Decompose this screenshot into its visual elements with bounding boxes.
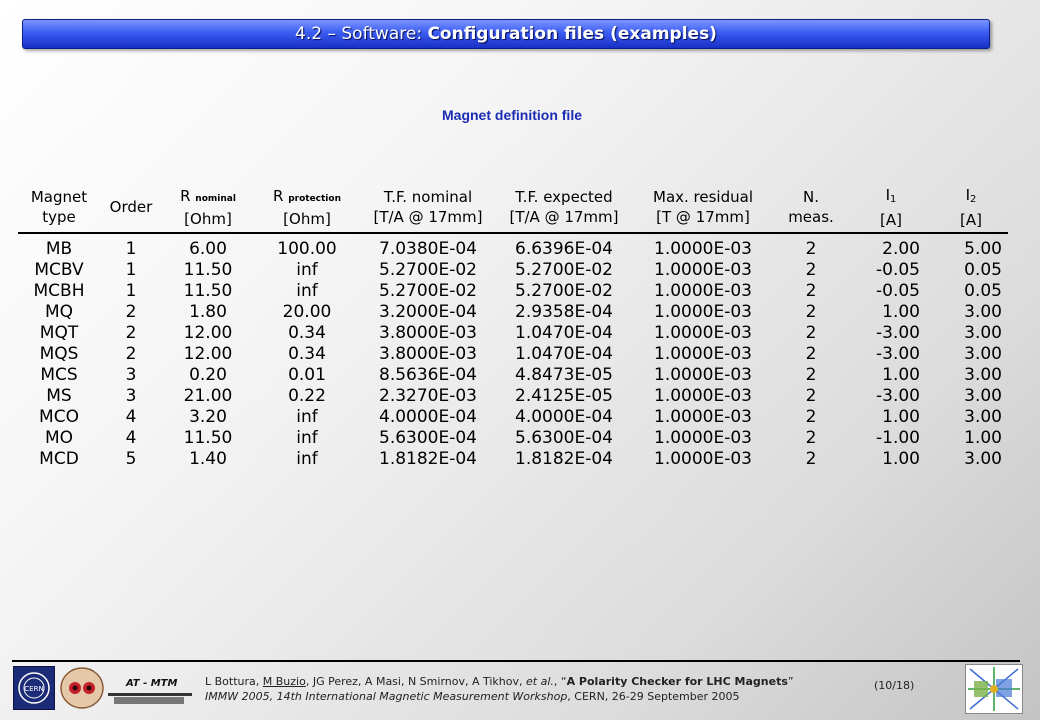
cell-r-protection: 20.00	[282, 302, 332, 322]
cell-tf-expected: 5.2700E-02	[515, 260, 613, 280]
cell-tf-expected: 2.9358E-04	[515, 302, 613, 322]
cell-i2: 0.05	[964, 281, 1002, 301]
cell-r-nominal: 1.80	[189, 302, 227, 322]
header-order: Order	[100, 182, 162, 233]
cell-type: MCBH	[33, 281, 85, 301]
cell-n-meas: 2	[805, 365, 817, 385]
cell-order: 1	[125, 239, 137, 259]
header-r-protection: R protection [Ohm]	[254, 182, 360, 233]
header-magnet-type: Magnet type	[18, 182, 100, 233]
cell-max-residual: 1.0000E-03	[654, 344, 752, 364]
cell-max-residual: 1.0000E-03	[654, 386, 752, 406]
cell-max-residual: 1.0000E-03	[654, 428, 752, 448]
cell-r-protection: inf	[296, 260, 318, 280]
cell-tf-expected: 5.6300E-04	[515, 428, 613, 448]
cell-i1: 2.00	[882, 239, 920, 259]
cell-r-protection: 0.22	[288, 386, 326, 406]
cell-n-meas: 2	[805, 239, 817, 259]
cell-i1: 1.00	[882, 365, 920, 385]
cell-tf-expected: 2.4125E-05	[515, 386, 613, 406]
section-subtitle: Magnet definition file	[442, 107, 582, 123]
cell-order: 4	[125, 407, 137, 427]
header-n-meas: N. meas.	[774, 182, 848, 233]
table-row	[18, 386, 1008, 407]
cell-n-meas: 2	[805, 260, 817, 280]
cell-i2: 1.00	[964, 428, 1002, 448]
cell-r-protection: 0.34	[288, 344, 326, 364]
slide-title-prefix: 4.2 – Software:	[295, 24, 428, 44]
cell-r-protection: inf	[296, 407, 318, 427]
cell-max-residual: 1.0000E-03	[654, 281, 752, 301]
slide-title-main: Configuration files (examples)	[427, 24, 717, 44]
header-tf-nominal: T.F. nominal [T/A @ 17mm]	[360, 182, 496, 233]
cell-tf-nominal: 5.2700E-02	[379, 260, 477, 280]
imm-workshop-logo	[965, 664, 1023, 714]
cell-i1: 1.00	[882, 449, 920, 469]
table-row	[18, 260, 1008, 281]
cell-r-nominal: 12.00	[183, 323, 233, 343]
cell-i1: -0.05	[876, 281, 920, 301]
cell-type: MCBV	[34, 260, 84, 280]
cell-n-meas: 2	[805, 449, 817, 469]
cell-n-meas: 2	[805, 428, 817, 448]
cell-tf-nominal: 5.6300E-04	[379, 428, 477, 448]
cell-max-residual: 1.0000E-03	[654, 365, 752, 385]
table-row	[18, 449, 1008, 470]
cell-r-nominal: 11.50	[183, 281, 233, 301]
table-row	[18, 428, 1008, 449]
cell-r-protection: inf	[296, 281, 318, 301]
cell-type: MS	[46, 386, 72, 406]
footer-citation	[205, 674, 794, 704]
cell-type: MQT	[39, 323, 79, 343]
table-header-row	[18, 182, 1008, 233]
cell-r-nominal: 6.00	[189, 239, 227, 259]
cell-tf-nominal: 3.8000E-03	[379, 344, 477, 364]
table-row	[18, 407, 1008, 428]
cell-i2: 3.00	[964, 302, 1002, 322]
cell-tf-nominal: 3.2000E-04	[379, 302, 477, 322]
slide-title	[22, 19, 990, 49]
cell-r-nominal: 3.20	[189, 407, 227, 427]
table-row	[18, 365, 1008, 386]
page-number: (10/18)	[874, 679, 915, 692]
table-row	[18, 344, 1008, 365]
cell-order: 1	[125, 281, 137, 301]
cell-tf-nominal: 7.0380E-04	[379, 239, 477, 259]
cell-order: 1	[125, 260, 137, 280]
cell-tf-expected: 6.6396E-04	[515, 239, 613, 259]
cell-tf-expected: 4.0000E-04	[515, 407, 613, 427]
table-row	[18, 281, 1008, 302]
cell-max-residual: 1.0000E-03	[654, 323, 752, 343]
cell-order: 2	[125, 344, 137, 364]
cell-r-protection: 0.01	[288, 365, 326, 385]
cell-order: 2	[125, 323, 137, 343]
cell-i1: -3.00	[876, 386, 920, 406]
cell-tf-nominal: 5.2700E-02	[379, 281, 477, 301]
cell-order: 3	[125, 365, 137, 385]
cell-i2: 3.00	[964, 407, 1002, 427]
cell-r-protection: inf	[296, 449, 318, 469]
cell-tf-expected: 1.0470E-04	[515, 323, 613, 343]
cell-order: 4	[125, 428, 137, 448]
footer-line-authors: L Bottura, M Buzio, JG Perez, A Masi, N Smirnov, A Tikhov, et al., “A Polarity Checker for LHC Magnets”	[205, 675, 794, 688]
cell-type: MQS	[39, 344, 79, 364]
cell-r-nominal: 11.50	[183, 260, 233, 280]
cell-i1: 1.00	[882, 407, 920, 427]
cell-n-meas: 2	[805, 386, 817, 406]
magnet-definition-table	[18, 182, 1008, 470]
cell-order: 3	[125, 386, 137, 406]
cell-type: MQ	[44, 302, 74, 322]
cell-order: 2	[125, 302, 137, 322]
cell-max-residual: 1.0000E-03	[654, 239, 752, 259]
cell-i1: -3.00	[876, 323, 920, 343]
cell-tf-nominal: 4.0000E-04	[379, 407, 477, 427]
cell-r-nominal: 0.20	[189, 365, 227, 385]
cell-tf-nominal: 8.5636E-04	[379, 365, 477, 385]
at-mtm-logo	[60, 666, 195, 710]
cell-tf-nominal: 2.3270E-03	[379, 386, 477, 406]
cell-i2: 3.00	[964, 365, 1002, 385]
cell-n-meas: 2	[805, 344, 817, 364]
cell-tf-expected: 4.8473E-05	[515, 365, 613, 385]
cell-r-protection: 0.34	[288, 323, 326, 343]
cell-type: MO	[44, 428, 74, 448]
cell-i2: 3.00	[964, 386, 1002, 406]
header-r-nominal: R nominal [Ohm]	[162, 182, 254, 233]
header-tf-expected: T.F. expected [T/A @ 17mm]	[496, 182, 632, 233]
cell-r-nominal: 1.40	[189, 449, 227, 469]
footer-line-conference: IMMW 2005, 14th International Magnetic Measurement Workshop, CERN, 26-29 September 2005	[205, 690, 740, 703]
cern-logo-icon	[14, 667, 54, 709]
cell-i2: 3.00	[964, 449, 1002, 469]
cell-max-residual: 1.0000E-03	[654, 449, 752, 469]
cell-tf-expected: 5.2700E-02	[515, 281, 613, 301]
cell-n-meas: 2	[805, 302, 817, 322]
cell-i1: -3.00	[876, 344, 920, 364]
at-mtm-logo-icon	[60, 666, 195, 710]
cell-r-nominal: 21.00	[183, 386, 233, 406]
cell-i1: -1.00	[876, 428, 920, 448]
cell-i2: 5.00	[964, 239, 1002, 259]
table-row	[18, 233, 1008, 260]
cell-max-residual: 1.0000E-03	[654, 407, 752, 427]
cell-r-protection: 100.00	[277, 239, 337, 259]
cell-n-meas: 2	[805, 407, 817, 427]
cell-max-residual: 1.0000E-03	[654, 302, 752, 322]
footer-divider	[12, 660, 1020, 662]
cell-type: MCD	[39, 449, 79, 469]
cell-max-residual: 1.0000E-03	[654, 260, 752, 280]
cell-order: 5	[125, 449, 137, 469]
cell-i1: 1.00	[882, 302, 920, 322]
header-max-residual: Max. residual [T @ 17mm]	[632, 182, 774, 233]
cell-r-nominal: 12.00	[183, 344, 233, 364]
cell-r-protection: inf	[296, 428, 318, 448]
cell-type: MCS	[40, 365, 78, 385]
header-i1: I1 [A]	[848, 182, 934, 233]
cell-tf-nominal: 1.8182E-04	[379, 449, 477, 469]
cell-i2: 0.05	[964, 260, 1002, 280]
cern-logo-label: CERN	[24, 685, 44, 693]
table-row	[18, 323, 1008, 344]
cell-type: MB	[45, 239, 73, 259]
cell-i2: 3.00	[964, 323, 1002, 343]
cell-n-meas: 2	[805, 281, 817, 301]
header-i2: I2 [A]	[934, 182, 1008, 233]
cell-type: MCO	[39, 407, 79, 427]
cell-i2: 3.00	[964, 344, 1002, 364]
at-mtm-label: AT - MTM	[126, 678, 178, 689]
cell-tf-nominal: 3.8000E-03	[379, 323, 477, 343]
workshop-logo-icon	[966, 665, 1022, 713]
cell-tf-expected: 1.0470E-04	[515, 344, 613, 364]
cell-i1: -0.05	[876, 260, 920, 280]
cern-logo	[13, 666, 55, 710]
cell-tf-expected: 1.8182E-04	[515, 449, 613, 469]
magnet-definition-table-wrapper	[18, 182, 1008, 470]
cell-n-meas: 2	[805, 323, 817, 343]
cell-r-nominal: 11.50	[183, 428, 233, 448]
table-row	[18, 302, 1008, 323]
